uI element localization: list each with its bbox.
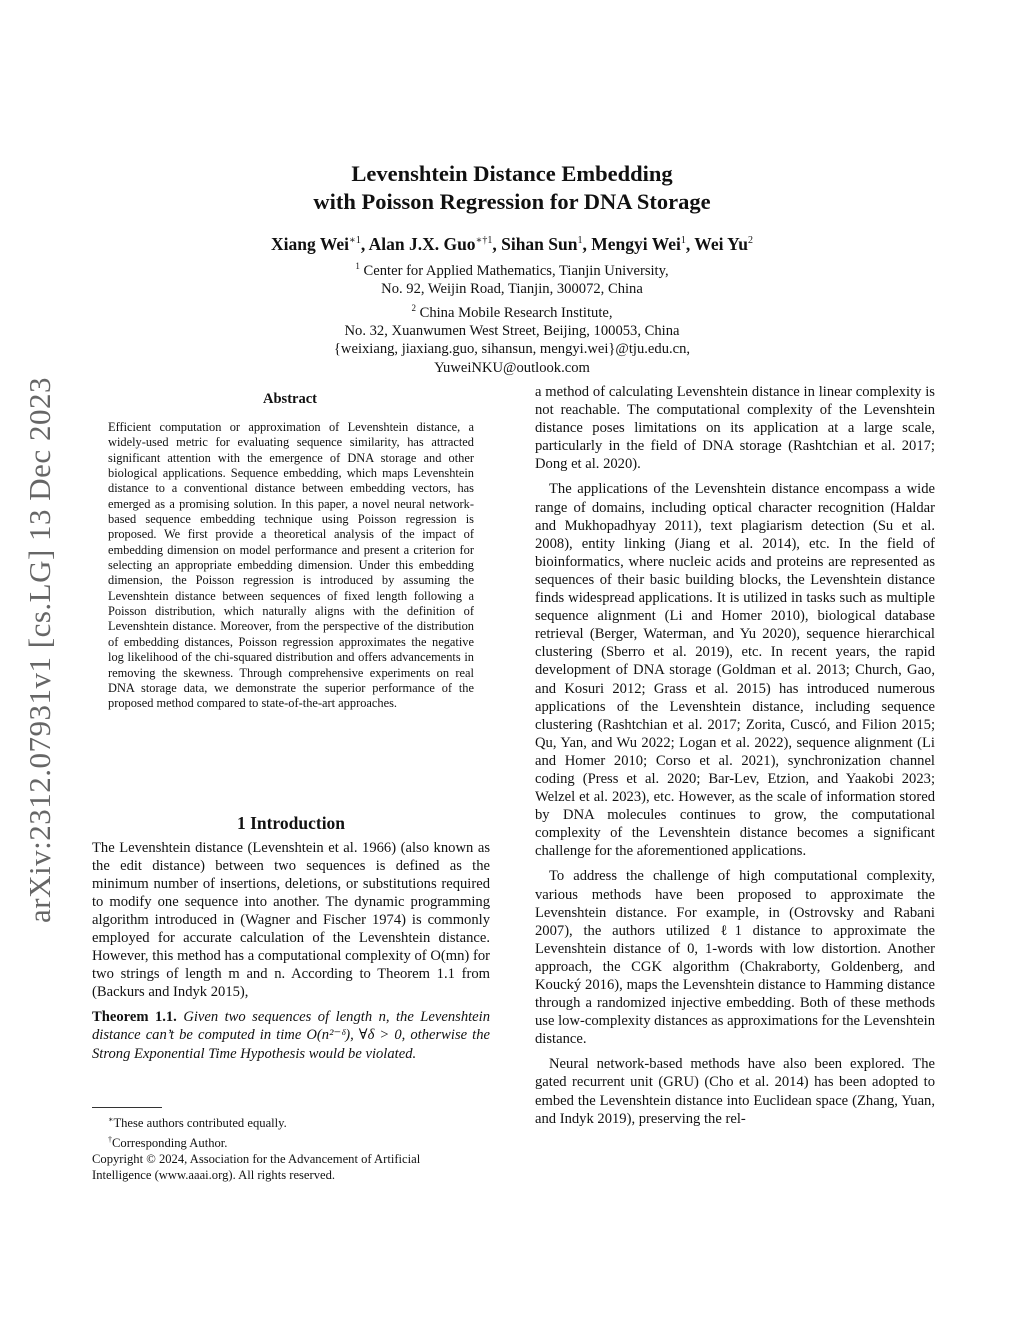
author-mark: ∗1 xyxy=(349,235,361,246)
email-line-1: {weixiang, jiaxiang.guo, sihansun, mengyi.wei}@tju.edu.cn, xyxy=(333,341,691,358)
author-name: , Sihan Sun xyxy=(492,233,578,254)
email-line-2: YuweiNKU@outlook.com xyxy=(434,359,590,376)
paragraph-continuation: a method of calculating Levenshtein distance in linear complexity is not reachable. The computational complexity of the Levenshtein distance poses limitations on its application at a large scale, particularly in the field of DNA storage (Rashtchian et al. 2017; Dong et al. 2020). xyxy=(535,384,935,473)
introduction-paragraph: The Levenshtein distance (Levenshtein et al. 1966) (also known as the edit distance) between two sequences is defined as the minimum number of insertions, deletions, or substitutions required to modify one sequence into another. The dynamic programming algorithm introduced in (Wagner and Fischer 1974) is commonly employed for accurate calculation of the Levenshtein distance. However, this method has a computational complexity of O(mn) for two strings of length m and n. According to Theorem 1.1 from (Backurs and Indyk 2015), xyxy=(92,840,490,1001)
affiliation-2-line-1: $^2$ China Mobile Research Institute, xyxy=(411,302,613,321)
affiliation-1-line-2: No. 92, Weijin Road, Tianjin, 300072, China xyxy=(381,281,643,298)
theorem-label: Theorem 1.1. xyxy=(92,1009,177,1026)
author-name: , Alan J.X. Guo xyxy=(360,233,476,254)
footnote-corresponding-author: †Corresponding Author. xyxy=(108,1134,228,1151)
theorem-statement: Given two sequences of length n, the Levenshtein distance can’t be computed in time O(n²⁻ᵟ), ∀δ > 0, otherwise the Strong Exponential Time Hypothesis would be violated. xyxy=(92,1009,490,1062)
paragraph-approximation-methods: To address the challenge of high computational complexity, various methods have been proposed to approximate the Levenshtein distance. For example, in (Ostrovsky and Rabani 2007), the authors utilized ℓ1 distance to approximate the Levenshtein distance of 0, 1-words with low distortion. Another approach, the CGK algorithm (Chakraborty, Goldenberg, and Koucký 2016), maps the Levenshtein distance to Hamming distance through a randomized injective embedding. Both of these methods use low-complexity distances as approximations for the Levenshtein distance. xyxy=(535,868,936,1048)
title-line-1: Levenshtein Distance Embedding xyxy=(351,161,673,186)
affiliation-2-line-2: No. 32, Xuanwumen West Street, Beijing, 100053, China xyxy=(344,322,680,339)
author-mark: 1 xyxy=(680,235,686,246)
arxiv-identifier-stamp xyxy=(10,355,70,945)
copyright-line-2: Intelligence (www.aaai.org). All rights reserved. xyxy=(92,1167,336,1182)
paragraph-applications: The applications of the Levenshtein distance encompass a wide range of domains, including optical character recognition (Haldar and Mukhopadhyay 2011), text plagiarism detection (Su et al. 2008), entity linking (Jiang et al. 2014), etc. In the field of bioinformatics, where nucleic acids and proteins are represented as sequences of their basic building blocks, the Levenshtein distance finds widespread applications. It is utilized in tasks such as multiple sequence alignment (Li and Homer 2010), biological database retrieval (Berger, Waterman, and Yu 2020), sequence hierarchical clustering (Sberro et al. 2019), etc. In recent years, the rapid development of DNA storage (Goldman et al. 2013; Church, Gao, and Kosuri 2012; Grass et al. 2015) has introduced numerous applications of the Levenshtein distance, including sequence clustering (Rashtchian et al. 2017; Zorita, Cuscó, and Filion 2015; Qu, Yan, and Wu 2022; Logan et al. 2022), sequence alignment (Li and Homer 2010; Corso et al. 2021), synchronization channel coding (Press et al. 2020; Bar-Lev, Etzion, and Yaakobi 2023; Welzel et al. 2023), etc. However, as the scale of information stored by DNA molecules continues to grow, the computational complexity of the Levenshtein distance becomes a significant challenge for the aforementioned applications. xyxy=(535,481,935,860)
arxiv-identifier-text: arXiv:2312.07931v1 [cs.LG] 13 Dec 2023 xyxy=(22,377,57,923)
paper-title xyxy=(0,160,1024,216)
paragraph-neural-methods: Neural network-based methods have also been explored. The gated recurrent unit (GRU) (Cho et al. 2014) has been adopted to embed the Levenshtein distance into Euclidean space (Zhang, Yuan, and Indyk 2019), preserving the rel- xyxy=(535,1056,935,1127)
author-name: Xiang Wei xyxy=(271,233,350,254)
author-list xyxy=(0,230,1024,255)
footnotes xyxy=(92,1112,490,1184)
abstract-heading: Abstract xyxy=(263,391,317,407)
footnote-equal-contribution: ∗These authors contributed equally. xyxy=(108,1115,287,1131)
abstract-body: Efficient computation or approximation of Levenshtein distance, a widely-used metric for evaluating sequence similarity, has attracted significant attention with the emergence of DNA storage and other biological applications. Sequence embedding, which maps Levenshtein distance to a conventional distance between embedding vectors, has emerged as a promising solution. In this paper, a novel neural network-based sequence embedding technique using Poisson regression is proposed. We first provide a theoretical analysis of the impact of embedding dimension on model performance and present a criterion for selecting an appropriate embedding dimension. Under this embedding dimension, the Poisson regression is introduced by assuming the Levenshtein distance between sequences of fixed length following a Poisson distribution, which naturally aligns with the definition of Levenshtein distance. Moreover, from the perspective of the distribution of embedding distances, Poisson regression approximates the negative log likelihood of the chi-squared distribution and offers advancements in removing the skewness. Through comprehensive experiments on real DNA storage data, we demonstrate the superior performance of the proposed method compared to state-of-the-art approaches. xyxy=(108,420,474,711)
author-mark: ∗†1 xyxy=(475,235,493,246)
affiliation-mark: 1 xyxy=(355,261,360,271)
copyright-line-1: Copyright © 2024, Association for the Advancement of Artificial xyxy=(92,1151,421,1166)
theorem-block xyxy=(92,1008,490,1062)
title-line-2: with Poisson Regression for DNA Storage xyxy=(313,189,711,214)
author-mark: 2 xyxy=(747,235,753,246)
affiliation-mark: 2 xyxy=(411,302,416,313)
author-mark: 1 xyxy=(577,235,583,246)
affiliations xyxy=(0,257,1024,377)
author-name: , Wei Yu xyxy=(685,233,748,254)
left-column-text xyxy=(92,839,490,1063)
right-column-text xyxy=(535,383,935,1128)
affiliation-1-line-1: $^1$ Center for Applied Mathematics, Tianjin University, xyxy=(355,261,669,279)
introduction-heading: 1 Introduction xyxy=(236,813,346,833)
footnote-divider xyxy=(92,1107,162,1108)
author-name: , Mengyi Wei xyxy=(582,233,681,254)
